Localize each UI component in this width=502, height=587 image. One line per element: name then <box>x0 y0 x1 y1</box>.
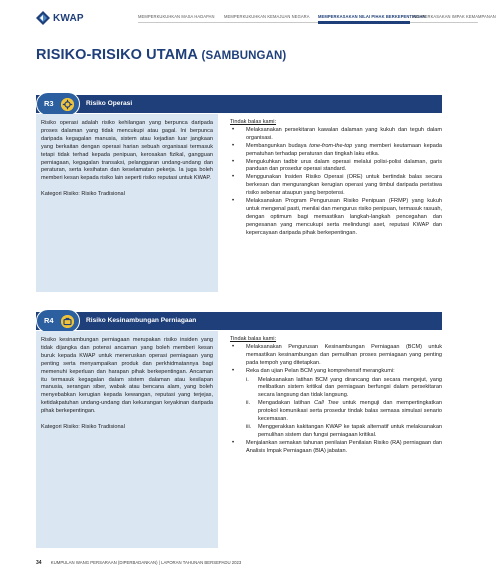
risk-r4-category: Kategori Risiko: Risiko Tradisional <box>41 424 125 431</box>
nav-item-masa-hadapan[interactable]: MEMPERKUKUHKAN MASA HADAPAN <box>138 14 215 19</box>
sub-text-a: Mengadakan latihan <box>258 400 315 407</box>
nav-active-indicator <box>318 21 410 24</box>
response-text-a: Membangunkan budaya <box>246 142 310 149</box>
risk-r4-sub-item <box>246 400 442 424</box>
risk-r4-response-heading: Tindak balas kami: <box>230 336 277 342</box>
page-title-sub: (SAMBUNGAN) <box>201 50 287 62</box>
sub-text: Melaksanakan latihan BCM yang dirancang dan secara mengejut, yang melibatkan sistem kritikal dan perniagaan berfungsi dalam persekitaran secara langsung dan tidak langsung. <box>258 376 442 399</box>
briefcase-icon <box>61 315 74 328</box>
risk-r3-response-heading: Tindak balas kami: <box>230 119 277 125</box>
footer-text: KUMPULAN WANG PERSARAAN (DIPERBADANKAN) | LAPORAN TAHUNAN BERSEPADU 2023 <box>50 560 242 565</box>
page-footer <box>36 560 241 566</box>
risk-r4-response-text: Reka dan ujian Pelan BCM yang komprehensif merangkumi: <box>246 367 395 374</box>
risk-r3-response-item: • Mengukuhkan tadbir urus dalam operasi melalui polisi-polisi dalaman, garis panduan dan prosedur operasi standard. <box>230 159 442 175</box>
kwap-logo-icon <box>36 11 50 25</box>
page-title <box>36 47 286 63</box>
risk-r3-category: Kategori Risiko: Risiko Tradisional <box>41 191 125 198</box>
risk-r4-responses <box>230 336 442 456</box>
risk-r3-description: Risiko operasi adalah risiko kehilangan yang berpunca daripada proses dalaman yang tidak mencukupi atau gagal. Ini berpunca daripada kegagalan manusia, sistem atau kejadian luar jangkaan yang berkaitan dengan operasi harian sebuah organisasi termasuk tetapi tidak terhad kepada penipuan, kerosakan fizikal, gangguan perniagaan, kegagalan transaksi, pelanggaran undang-undang dan peraturan, serta kesihatan dan keselamatan pekerja. Ia juga boleh memberi kesan kepada risiko lain seperti risiko reputasi untuk KWAP. <box>41 120 213 182</box>
page-number: 34 <box>36 560 42 566</box>
risk-r4-response-item: • Menjalankan semakan tahunan penilaian Penilaian Risiko (RA) perniagaan dan Analisis Impak Perniagaan (BIA) jabatan. <box>230 440 442 456</box>
risk-r4-badge <box>36 309 80 333</box>
nav-item-kemajuan-negara[interactable]: MEMPERKUKUHKAN KEMAJUAN NEGARA <box>224 14 310 19</box>
gear-icon <box>61 98 74 111</box>
section-nav <box>138 14 502 19</box>
page-title-main: RISIKO-RISIKO UTAMA <box>36 47 198 63</box>
nav-item-nilai-pihak-berkepentingan[interactable]: MEMPERKASAKAN NILAI PIHAK BERKEPENTINGAN <box>318 14 426 19</box>
response-text-emph: tone-from-the-top <box>309 142 353 149</box>
risk-r3-response-item: • Melaksanakan Program Pengurusan Risiko Penipuan (FRMP) yang kukuh untuk mengenal pasti, menilai dan mengurus risiko penipuan, termasuk rasuah, dengan optimum bagi memastikan langkah-langkah pencegahan dan pengesanan yang mencukupi serta melindungi aset, reputasi KWAP dan kepercayaan daripada pihak berkepentingan. <box>230 198 442 238</box>
sub-text: Menggerakkan kakitangan KWAP ke tapak alternatif untuk melaksanakan pemulihan sistem dan fungsi perniagaan kritikal. <box>258 423 442 438</box>
risk-r3-title: Risiko Operasi <box>86 100 133 107</box>
risk-r3-code: R3 <box>44 99 54 108</box>
risk-r4-response-item: • Melaksanakan Pengurusan Kesinambungan Perniagaan (BCM) untuk memastikan kesinambungan dan pemulihan proses perniagaan yang penting pada tempoh yang ditetapkan. <box>230 344 442 368</box>
risk-r3-response-item <box>230 143 442 159</box>
risk-r4-title: Risiko Kesinambungan Perniagaan <box>86 317 197 324</box>
risk-r4-description: Risiko kesinambungan perniagaan merupakan risiko insiden yang tidak dijangka dan potensi ancaman yang boleh memberi kesan buruk kepada KWAP untuk meneruskan operasi perniagaan yang penting serta menyampaikan produk dan perkhidmatannya bagi memenuhi keperluan dan harapan pihak berkepentingan. Ancaman itu termasuk kegagalan dalam sistem dalaman atau kesilapan manusia, serangan siber, wabak atau bencana alam, yang boleh menyebabkan kerugian kepada kewangan, reputasi yang terjejas, ketidakpatuhan undang-undang dan kekurangan keyakinan daripada pihak berkepentingan. <box>41 337 213 415</box>
brand-name: KWAP <box>53 12 84 24</box>
risk-r4-sub-list <box>246 377 442 440</box>
risk-r3-badge <box>36 92 80 116</box>
risk-r4-response-item <box>230 368 442 440</box>
nav-divider <box>138 22 478 23</box>
risk-r3-description-panel <box>36 114 218 292</box>
sub-text-b: untuk menguji dan mempertingkatkan protokol komunikasi serta prosedur tindak balas semasa simulasi senario kecemasan. <box>258 400 442 423</box>
risk-r3-responses <box>230 119 442 238</box>
sub-text-emph: Call Tree <box>314 400 339 407</box>
sub-numeral: i. <box>246 376 249 383</box>
sub-numeral: ii. <box>246 400 251 407</box>
risk-r3-response-item: • Menggunakan Insiden Risiko Operasi (ORE) untuk bertindak balas secara berkesan dan mengurangkan kerugian operasi yang timbul daripada peristiwa risiko sebenar ataupun yang berpotensi. <box>230 174 442 198</box>
sub-numeral: iii. <box>246 423 252 430</box>
risk-r4-description-panel <box>36 331 218 548</box>
risk-r3-response-item: • Melaksanakan persekitaran kawalan dalaman yang kukuh dan teguh dalam organisasi. <box>230 127 442 143</box>
risk-r4-sub-item <box>246 377 442 401</box>
risk-r4-code: R4 <box>44 316 54 325</box>
page-header <box>0 0 496 34</box>
kwap-logo[interactable] <box>36 11 84 25</box>
risk-r4-sub-item <box>246 424 442 440</box>
response-text-b: yang memberi keutamaan kepada pematuhan terhadap peraturan dan tingkah laku etika. <box>246 142 442 157</box>
nav-item-impak-kemampanan[interactable]: MEMPERKASAKAN IMPAK KEMAMPANAN <box>412 14 496 19</box>
